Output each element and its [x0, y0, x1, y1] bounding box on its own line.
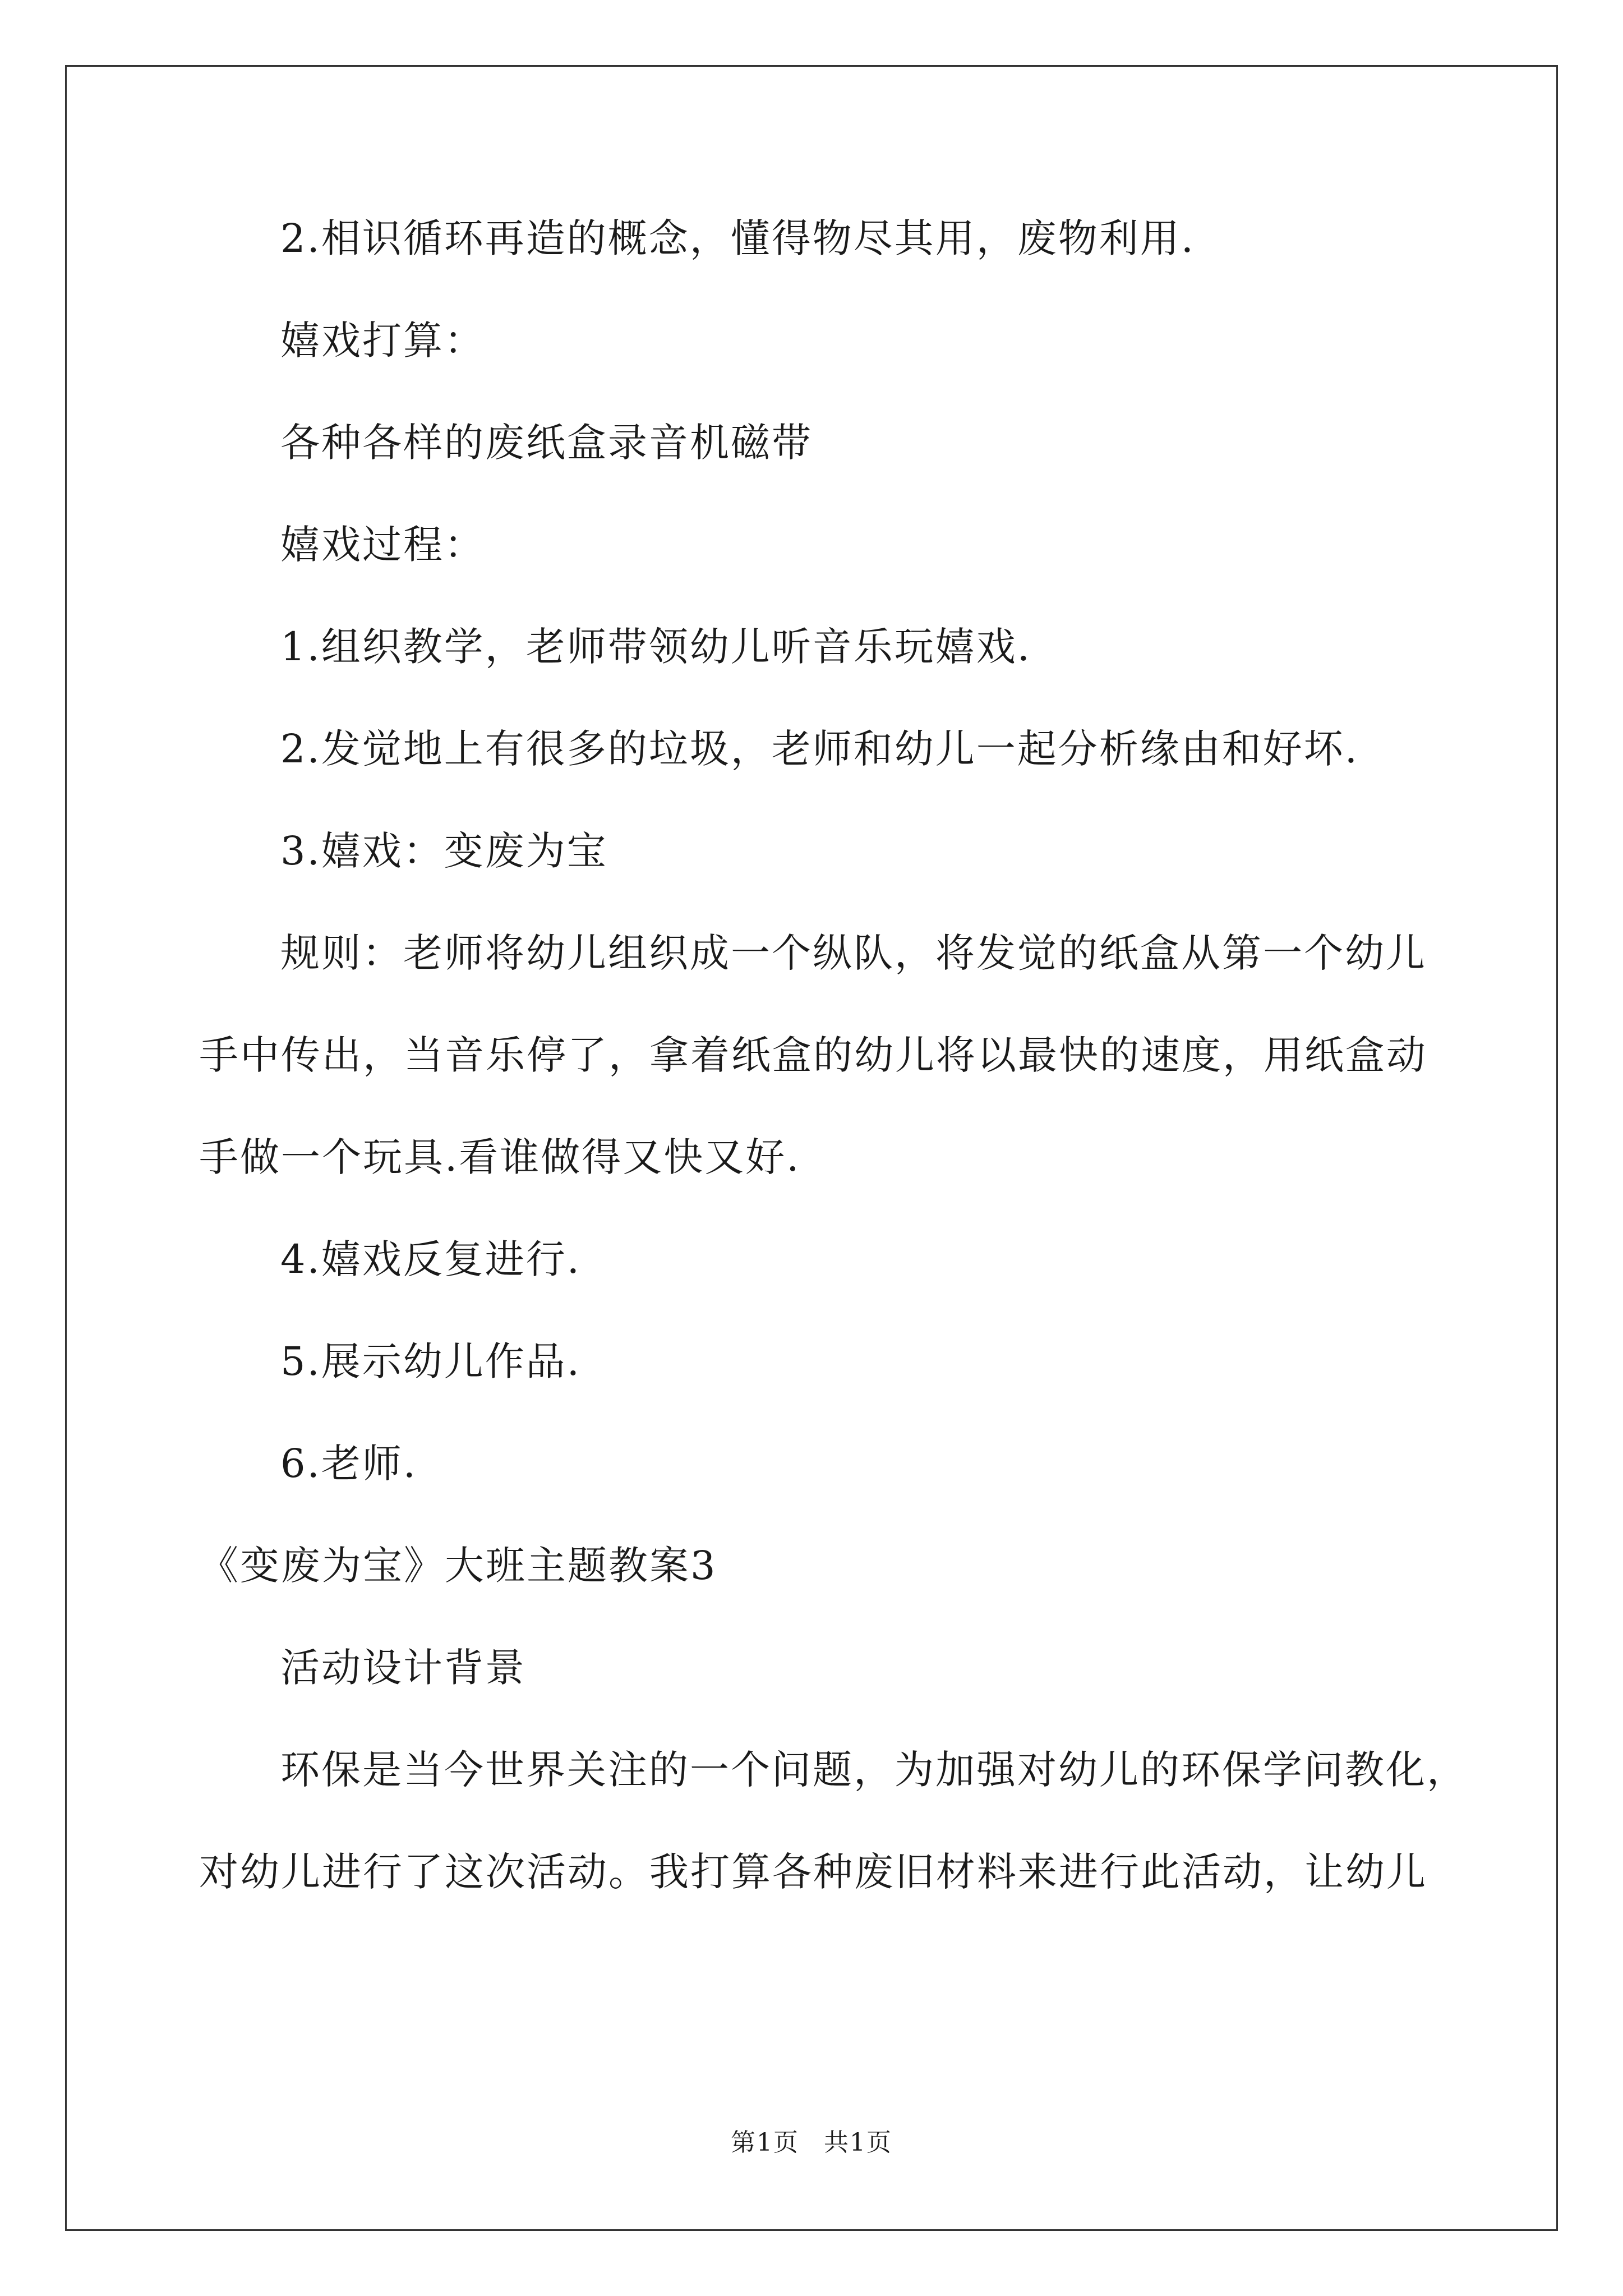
page-count: 共1页 — [824, 2128, 892, 2157]
text-line: 2.发觉地上有很多的垃圾，老师和幼儿一起分析缘由和好坏. — [280, 726, 1359, 772]
text-line: 嬉戏过程： — [280, 522, 485, 568]
section-heading: 《变废为宝》大班主题教案3 — [199, 1543, 717, 1589]
text-line: 规则：老师将幼儿组织成一个纵队，将发觉的纸盒从第一个幼儿 — [280, 930, 1427, 976]
text-line: 对幼儿进行了这次活动。我打算各种废旧材料来进行此活动，让幼儿 — [199, 1849, 1427, 1895]
text-line: 手中传出，当音乐停了，拿着纸盒的幼儿将以最快的速度，用纸盒动 — [199, 1032, 1427, 1078]
text-line: 嬉戏打算： — [280, 318, 485, 364]
text-line: 4.嬉戏反复进行. — [280, 1236, 582, 1282]
text-line: 环保是当今世界关注的一个问题，为加强对幼儿的环保学问教化， — [280, 1747, 1468, 1793]
text-line: 5.展示幼儿作品. — [280, 1338, 582, 1384]
text-line: 1.组织教学，老师带领幼儿听音乐玩嬉戏. — [280, 624, 1032, 670]
text-line: 6.老师. — [280, 1441, 418, 1487]
text-line: 手做一个玩具.看谁做得又快又好. — [199, 1134, 801, 1180]
text-line: 3.嬉戏：变废为宝 — [280, 828, 608, 874]
page-number: 第1页 — [731, 2128, 799, 2157]
page-footer — [0, 2126, 1623, 2160]
text-line: 各种各样的废纸盒录音机磁带 — [280, 420, 813, 466]
text-line: 活动设计背景 — [280, 1645, 526, 1691]
text-line: 2.相识循环再造的概念，懂得物尽其用，废物利用. — [280, 215, 1196, 261]
